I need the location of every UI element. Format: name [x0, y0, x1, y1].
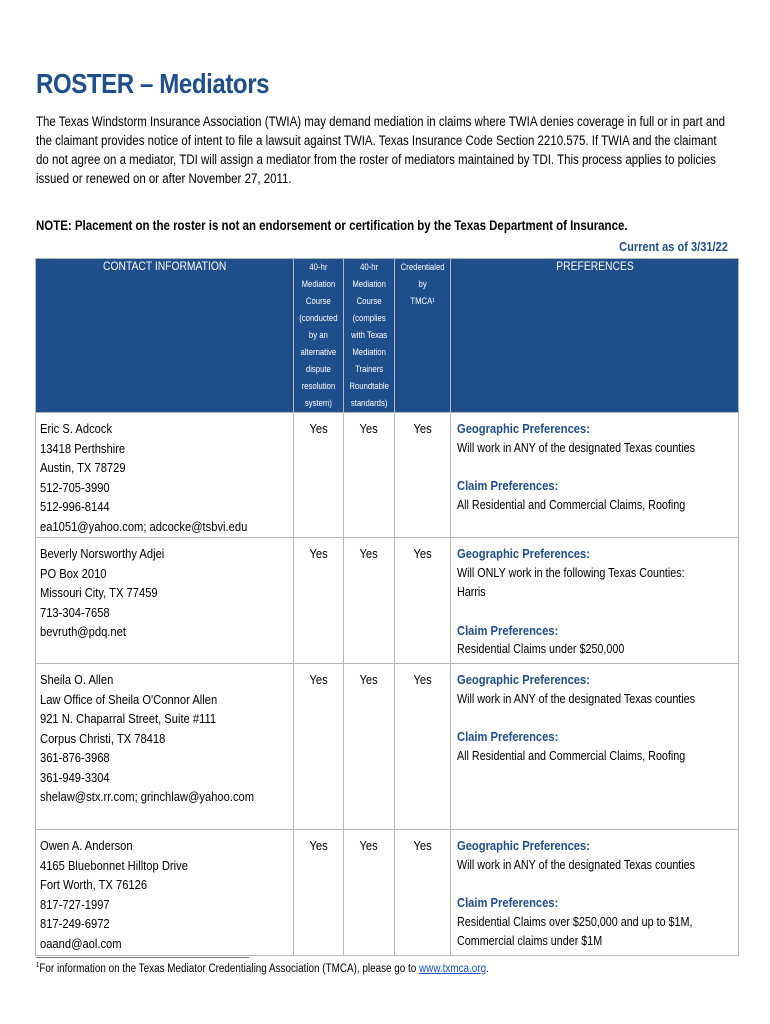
- claim-preferences-label: Claim Preferences:: [457, 895, 559, 910]
- contact-line: ea1051@yahoo.com; adcocke@tsbvi.edu: [40, 518, 248, 534]
- spacer: [457, 709, 734, 727]
- geographic-preferences-label: Geographic Preferences:: [457, 546, 591, 561]
- course-trtr-cell: [343, 538, 394, 664]
- tmca-value: Yes: [413, 546, 432, 561]
- contact-line: Fort Worth, TX 76126: [40, 877, 148, 892]
- geographic-preference: Will ONLY work in the following Texas Counties:: [457, 565, 685, 580]
- mediator-row: [36, 413, 739, 538]
- preferences-cell: [451, 538, 739, 664]
- course-alt-cell: [293, 413, 343, 538]
- footnote-marker: 1: [36, 962, 40, 969]
- contact-line: Missouri City, TX 77459: [40, 585, 158, 600]
- page-title: ROSTER – Mediators: [36, 68, 270, 99]
- footnote-divider: [36, 957, 249, 958]
- contact-line: 512-996-8144: [40, 499, 110, 514]
- contact-line: 4165 Bluebonnet Hilltop Drive: [40, 857, 188, 873]
- tmca-cell: [394, 830, 450, 956]
- course-alt-value: Yes: [309, 546, 328, 561]
- mediator-row: [36, 830, 739, 956]
- course-alt-cell: [293, 538, 343, 664]
- mediator-row: [36, 664, 739, 830]
- tmca-value: Yes: [413, 672, 432, 687]
- claim-preferences-label: Claim Preferences:: [457, 729, 559, 744]
- contact-line: Corpus Christi, TX 78418: [40, 730, 166, 746]
- contact-line: PO Box 2010: [40, 565, 107, 581]
- header-course-trtr: 40-hr Mediation Course (complies with Texas Mediation Trainers Roundtable standards): [343, 259, 394, 413]
- roster-note: NOTE: Placement on the roster is not an endorsement or certification by the Texas Department of Insurance.: [36, 218, 628, 233]
- mediator-name: Eric S. Adcock: [40, 421, 113, 436]
- contact-line: 817-727-1997: [40, 896, 110, 912]
- claim-preference: Residential Claims over $250,000 and up to $1M,: [457, 914, 693, 929]
- mediator-name: Beverly Norsworthy Adjei: [40, 546, 165, 561]
- course-trtr-value: Yes: [359, 546, 378, 561]
- footnote-text: For information on the Texas Mediator Credentialing Association (TMCA), please go to: [39, 962, 420, 975]
- claim-preferences-label: Claim Preferences:: [457, 478, 559, 493]
- geographic-preference: Harris: [457, 585, 486, 599]
- contact-line: 13418 Perthshire: [40, 440, 126, 456]
- tmca-value: Yes: [413, 421, 432, 436]
- spacer: [457, 875, 734, 893]
- tmca-cell: [394, 413, 450, 538]
- course-trtr-value: Yes: [359, 421, 378, 436]
- contact-line: oaand@aol.com: [40, 935, 122, 951]
- course-trtr-cell: [343, 830, 394, 956]
- contact-cell: [36, 538, 294, 664]
- course-trtr-value: Yes: [359, 838, 378, 853]
- contact-line: 817-249-6972: [40, 916, 110, 931]
- preferences-cell: [451, 830, 739, 956]
- tmca-value: Yes: [413, 838, 432, 853]
- mediator-row: [36, 538, 739, 664]
- claim-preference: All Residential and Commercial Claims, Roofing: [457, 497, 686, 512]
- course-trtr-cell: [343, 413, 394, 538]
- intro-paragraph: The Texas Windstorm Insurance Association (TWIA) may demand mediation in claims where TWIA denies coverage in full or in part and the claimant provides notice of intent to file a lawsuit against TWIA. Texas Insurance Code Section 2210.575. If TWIA and the claimant do not agree on a mediator, TDI will assign a mediator from the roster of mediators maintained by TDI. This process applies to policies issued or renewed on or after November 27, 2011.: [36, 114, 726, 186]
- table-header-row: [36, 259, 739, 413]
- geographic-preferences-label: Geographic Preferences:: [457, 421, 591, 436]
- geographic-preferences-label: Geographic Preferences:: [457, 838, 591, 853]
- spacer: [457, 458, 734, 476]
- header-course-alt: 40-hr Mediation Course (conducted by an alternative dispute resolution system): [293, 259, 343, 413]
- mediator-roster-table: [35, 258, 739, 956]
- header-preferences: PREFERENCES: [451, 259, 739, 413]
- footnote: $^1$For information on the Texas Mediator Credentialing Association (TMCA), please go to www.txmca.org.: [36, 962, 489, 975]
- claim-preference: All Residential and Commercial Claims, Roofing: [457, 748, 686, 763]
- claim-preference: Commercial claims under $1M: [457, 934, 603, 948]
- course-alt-value: Yes: [309, 672, 328, 687]
- course-alt-cell: [293, 830, 343, 956]
- preferences-cell: [451, 664, 739, 830]
- course-alt-value: Yes: [309, 421, 328, 436]
- course-trtr-value: Yes: [359, 672, 378, 687]
- geographic-preferences-label: Geographic Preferences:: [457, 672, 591, 687]
- course-trtr-cell: [343, 664, 394, 830]
- tmca-cell: [394, 664, 450, 830]
- contact-line: 361-949-3304: [40, 769, 110, 785]
- contact-cell: [36, 830, 294, 956]
- header-contact: CONTACT INFORMATION: [36, 259, 294, 413]
- contact-line: 512-705-3990: [40, 479, 110, 495]
- tmca-cell: [394, 538, 450, 664]
- spacer: [457, 603, 734, 621]
- course-alt-value: Yes: [309, 838, 328, 853]
- geographic-preference: Will work in ANY of the designated Texas counties: [457, 440, 696, 455]
- mediator-name: Owen A. Anderson: [40, 838, 133, 853]
- current-as-of: Current as of 3/31/22: [619, 239, 728, 254]
- claim-preference: Residential Claims under $250,000: [457, 642, 625, 656]
- header-tmca: Credentialed by TMCA¹: [394, 259, 450, 413]
- contact-line: Law Office of Sheila O'Connor Allen: [40, 691, 218, 707]
- geographic-preference: Will work in ANY of the designated Texas counties: [457, 857, 696, 872]
- mediator-name: Sheila O. Allen: [40, 672, 114, 687]
- contact-cell: [36, 664, 294, 830]
- contact-line: bevruth@pdq.net: [40, 624, 126, 639]
- contact-line: 361-876-3968: [40, 750, 110, 765]
- contact-line: shelaw@stx.rr.com; grinchlaw@yahoo.com: [40, 789, 255, 804]
- geographic-preference: Will work in ANY of the designated Texas counties: [457, 691, 696, 706]
- claim-preferences-label: Claim Preferences:: [457, 622, 559, 638]
- contact-line: 713-304-7658: [40, 604, 110, 620]
- tmca-link[interactable]: www.txmca.org: [419, 962, 487, 975]
- preferences-cell: [451, 413, 739, 538]
- contact-line: 921 N. Chaparral Street, Suite #111: [40, 711, 217, 726]
- contact-line: Austin, TX 78729: [40, 460, 126, 475]
- course-alt-cell: [293, 664, 343, 830]
- contact-cell: [36, 413, 294, 538]
